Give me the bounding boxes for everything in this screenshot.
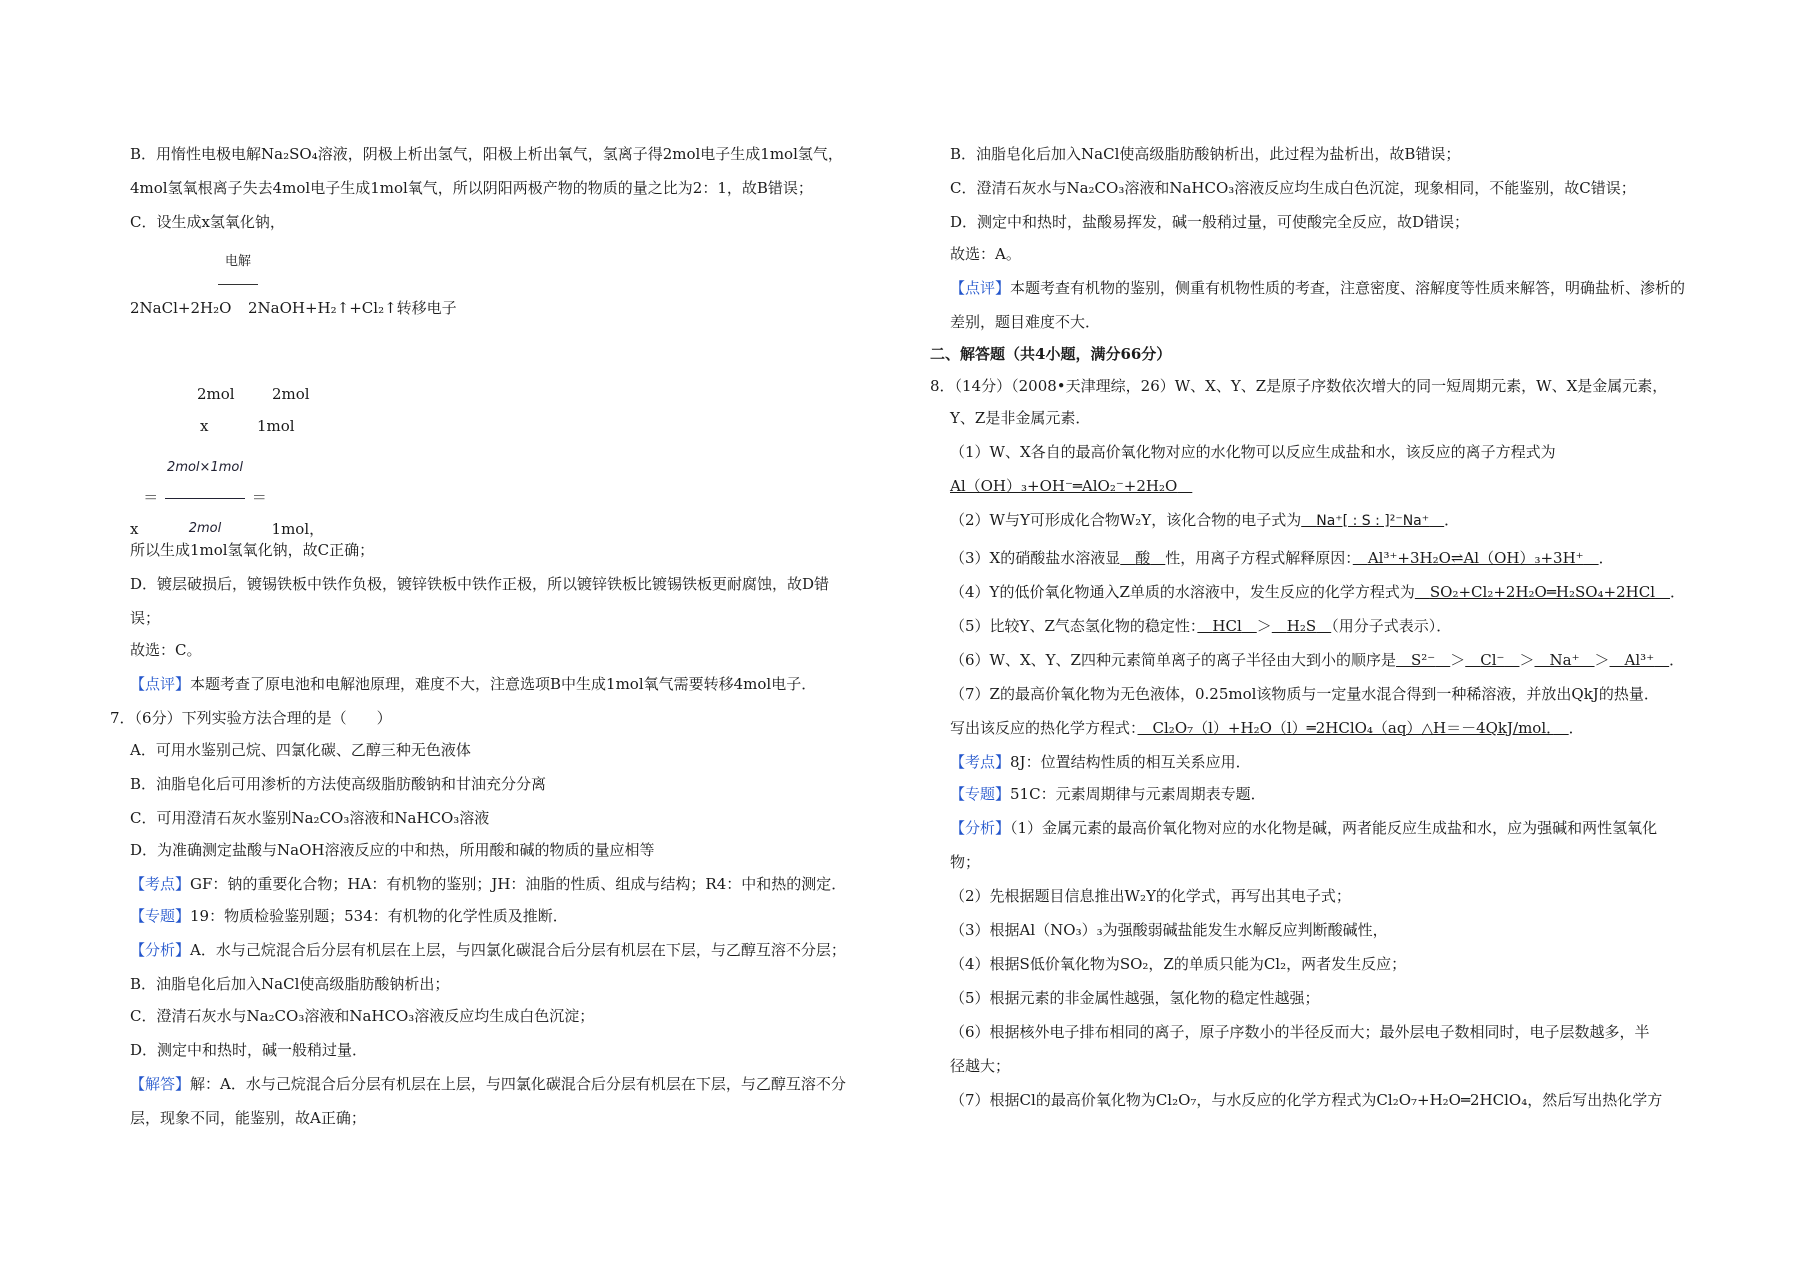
- fraction-denominator: 2mol: [188, 521, 222, 536]
- part-3-mid: 性，用离子方程式解释原因：: [1165, 549, 1353, 567]
- part-7-line: 写出该反应的热化学方程式： Cl₂O₇（l）+H₂O（l）═2HClO₄（aq）△H＝－4QkJ/mol． ．: [950, 719, 1584, 737]
- part-5-line: [950, 616, 1451, 636]
- right-comment-line-1: [950, 278, 1685, 298]
- part-1-question: （1）W、X各自的最高价氧化物对应的水化物可以反应生成盐和水，该反应的离子方程式为: [950, 443, 1556, 461]
- question-8-line-1: 8．（14分）（2008•天津理综，26）W、X、Y、Z是原子序数依次增大的同一短周期元素，W、X是金属元素，: [930, 377, 1668, 395]
- analysis-line-c: C．澄清石灰水与Na₂CO₃溶液和NaHCO₃溶液反应均生成白色沉淀；: [130, 1007, 595, 1025]
- ratio-row-2-b: 1mol: [257, 417, 295, 435]
- option-b-line-1: B．用惰性电极电解Na₂SO₄溶液，阴极上析出氢气，阳极上析出氧气，氢离子得2mol电子生成1mol氢气，: [130, 145, 843, 163]
- section-heading: 二、解答题（共4小题，满分66分）: [930, 345, 1172, 363]
- analysis-tag: 【分析】: [130, 941, 191, 959]
- question-7-option-d: D．为准确测定盐酸与NaOH溶液反应的中和热，所用酸和碱的物质的量应相等: [130, 841, 655, 859]
- option-c-line-1: C．设生成x氢氧化钠，: [130, 213, 285, 231]
- question-7-option-c: C．可用澄清石灰水鉴别Na₂CO₃溶液和NaHCO₃溶液: [130, 809, 490, 827]
- knowledge-point-line: [130, 874, 846, 894]
- right-option-d: D．测定中和热时，盐酸易挥发，碱一般稍过量，可使酸完全反应，故D错误；: [950, 213, 1470, 231]
- knowledge-point-tag: 【考点】: [130, 875, 191, 893]
- part-7-question: （7）Z的最高价氧化物为无色液体，0.25mol该物质与一定量水混合得到一种稀溶液，并放出QkJ的热量．: [950, 685, 1659, 703]
- right-comment-text: 本题考查有机物的鉴别，侧重有机物性质的考查，注意密度、溶解度等性质来解答，明确盐析、渗析的: [1010, 279, 1686, 297]
- right-topic-line: [950, 784, 1266, 804]
- equation-right: 2NaOH+H₂↑+Cl₂↑转移电子: [248, 299, 457, 317]
- part-6-ion-2: Cl⁻: [1480, 651, 1505, 669]
- right-topic-tag: 【专题】: [950, 785, 1011, 803]
- right-knowledge-text: 8J：位置结构性质的相互关系应用．: [1010, 753, 1251, 771]
- right-analysis-5: （5）根据元素的非金属性越强，氢化物的稳定性越强；: [950, 989, 1320, 1007]
- question-7-option-a: A．可用水鉴别己烷、四氯化碳、乙醇三种无色液体: [130, 741, 471, 759]
- ratio-row-1-b: 2mol: [272, 385, 310, 403]
- part-1-answer-line: [950, 476, 1192, 496]
- fraction-variable: x: [130, 520, 139, 538]
- topic-tag: 【专题】: [130, 907, 191, 925]
- topic-text: 19：物质检验鉴别题；534：有机物的化学性质及推断．: [190, 907, 568, 925]
- equation-left: 2NaCl+2H₂O: [130, 299, 232, 317]
- right-analysis-6a: （6）根据核外电子排布相同的离子，原子序数小的半径反而大；最外层电子数相同时，电子层数越多，半: [950, 1023, 1650, 1041]
- right-analysis-6b: 径越大；: [950, 1057, 1011, 1075]
- part-6-ion-1: S²⁻: [1410, 651, 1436, 669]
- right-comment-line-2: 差别，题目难度不大．: [950, 313, 1101, 331]
- part-5-question: （5）比较Y、Z气态氢化物的稳定性：: [950, 617, 1198, 635]
- part-6-line: （6）W、X、Y、Z四种元素简单离子的离子半径由大到小的顺序是 S²⁻ ＞ Cl⁻ ＞ Na⁺ ＞ Al³⁺ ．: [950, 651, 1685, 669]
- part-3-line: （3）X的硝酸盐水溶液显 酸 性，用离子方程式解释原因： Al³⁺+3H₂O⇌Al（OH）₃+3H⁺ ．: [950, 549, 1614, 567]
- part-5-note: （用分子式表示）．: [1331, 617, 1452, 635]
- right-analysis-4: （4）根据S低价氧化物为SO₂，Z的单质只能为Cl₂，两者发生反应；: [950, 955, 1407, 973]
- knowledge-point-text: GF：钠的重要化合物；HA：有机物的鉴别；JH：油脂的性质、组成与结构；R4：中和热的测定．: [190, 875, 847, 893]
- part-2-line: （2）W与Y可形成化合物W₂Y，该化合物的电子式为 Na⁺[ : S : ]²⁻Na⁺ ．: [950, 511, 1460, 529]
- part-5-answer-2: H₂S: [1286, 617, 1317, 635]
- right-analysis-2: （2）先根据题目信息推出W₂Y的化学式，再写出其电子式；: [950, 887, 1351, 905]
- right-knowledge-line: [950, 752, 1251, 772]
- question-7-title: 7．（6分）下列实验方法合理的是（ ）: [110, 709, 392, 727]
- right-knowledge-tag: 【考点】: [950, 753, 1011, 771]
- part-4-line: （4）Y的低价氧化物通入Z单质的水溶液中，发生反应的化学方程式为 SO₂+Cl₂+2H₂O═H₂SO₄+2HCl ．: [950, 583, 1686, 601]
- part-3-question: （3）X的硝酸盐水溶液显: [950, 549, 1121, 567]
- analysis-a-text: A．水与己烷混合后分层有机层在上层，与四氯化碳混合后分层有机层在下层，与乙醇互溶不分层；: [190, 941, 846, 959]
- ratio-row-2-a: x: [200, 417, 209, 435]
- solution-a1-text: 解：A．水与己烷混合后分层有机层在上层，与四氯化碳混合后分层有机层在下层，与乙醇互溶不分: [190, 1075, 846, 1093]
- option-b-line-2: 4mol氢氧根离子失去4mol电子生成1mol氧气，所以阴阳两极产物的物质的量之比为2：1，故B错误；: [130, 179, 813, 197]
- part-3-answer-equation: Al³⁺+3H₂O⇌Al（OH）₃+3H⁺: [1367, 549, 1584, 567]
- right-option-b: B．油脂皂化后加入NaCl使高级脂肪酸钠析出，此过程为盐析出，故B错误；: [950, 145, 1461, 163]
- part-4-answer: SO₂+Cl₂+2H₂O═H₂SO₄+2HCl: [1429, 583, 1656, 601]
- part-2-electron-formula: Na⁺[ : S : ]²⁻Na⁺: [1316, 513, 1430, 529]
- part-2-question: （2）W与Y可形成化合物W₂Y，该化合物的电子式为: [950, 511, 1302, 529]
- part-3-answer-acid: 酸: [1135, 549, 1151, 567]
- option-c-conclusion: 所以生成1mol氢氧化钠，故C正确；: [130, 541, 375, 559]
- option-d-line-1: D．镀层破损后，镀锡铁板中铁作负极，镀锌铁板中铁作正极，所以镀锌铁板比镀锡铁板更耐腐蚀，故D错: [130, 575, 830, 593]
- fraction-result: 1mol，: [271, 520, 325, 538]
- reaction-arrow-bar: [218, 284, 258, 285]
- right-analysis-3: （3）根据Al（NO₃）₃为强酸弱碱盐能发生水解反应判断酸碱性，: [950, 921, 1388, 939]
- comment-tag: 【点评】: [130, 675, 191, 693]
- part-7-prompt: 写出该反应的热化学方程式：: [950, 719, 1138, 737]
- right-analysis-7: （7）根据Cl的最高价氧化物为Cl₂O₇，与水反应的化学方程式为Cl₂O₇+H₂O═2HClO₄，然后写出热化学方: [950, 1091, 1663, 1109]
- question-7-option-b: B．油脂皂化后可用渗析的方法使高级脂肪酸钠和甘油充分分离: [130, 775, 547, 793]
- analysis-line-d: D．测定中和热时，碱一般稍过量．: [130, 1041, 368, 1059]
- answer-choice: 故选：C。: [130, 641, 202, 659]
- solution-line-a2: 层，现象不同，能鉴别，故A正确；: [130, 1109, 366, 1127]
- right-analysis-line-1: [950, 818, 1657, 838]
- part-6-ion-3: Na⁺: [1549, 651, 1580, 669]
- ratio-row-1-a: 2mol: [197, 385, 235, 403]
- part-6-question: （6）W、X、Y、Z四种元素简单离子的离子半径由大到小的顺序是: [950, 651, 1396, 669]
- comment-line: [130, 674, 816, 694]
- part-4-question: （4）Y的低价氧化物通入Z单质的水溶液中，发生反应的化学方程式为: [950, 583, 1415, 601]
- part-5-greater: ＞: [1256, 617, 1272, 635]
- part-7-answer: Cl₂O₇（l）+H₂O（l）═2HClO₄（aq）△H＝－4QkJ/mol．: [1152, 719, 1554, 737]
- right-option-c: C．澄清石灰水与Na₂CO₃溶液和NaHCO₃溶液反应均生成白色沉淀，现象相同，不能鉴别，故C错误；: [950, 179, 1636, 197]
- right-answer-choice: 故选：A。: [950, 245, 1021, 263]
- right-topic-text: 51C：元素周期律与元素周期表专题．: [1010, 785, 1266, 803]
- fraction-equation: x ＝ $\frac{\text{2mol×1mol}}{\text{2mol}}$ ＝ 1mol，: [130, 438, 324, 559]
- analysis-line-a: [130, 940, 846, 960]
- right-analysis-1b: 物；: [950, 853, 981, 871]
- electrolysis-label: 电解: [224, 254, 251, 269]
- right-analysis-tag: 【分析】: [950, 819, 1011, 837]
- solution-tag: 【解答】: [130, 1075, 191, 1093]
- right-analysis-1a: （1）金属元素的最高价氧化物对应的水化物是碱，两者能反应生成盐和水，应为强碱和两性氢氧化: [1010, 819, 1658, 837]
- comment-text: 本题考查了原电池和电解池原理，难度不大，注意选项B中生成1mol氧气需要转移4mol电子．: [190, 675, 817, 693]
- part-5-answer-1: HCl: [1212, 617, 1242, 635]
- part-6-ion-4: Al³⁺: [1624, 651, 1655, 669]
- question-8-line-2: Y、Z是非金属元素．: [950, 409, 1091, 427]
- part-1-answer: Al（OH）₃+OH⁻═AlO₂⁻+2H₂O: [950, 477, 1178, 495]
- fraction-numerator: 2mol×1mol: [165, 438, 245, 499]
- right-comment-tag: 【点评】: [950, 279, 1011, 297]
- analysis-line-b: B．油脂皂化后加入NaCl使高级脂肪酸钠析出；: [130, 975, 450, 993]
- topic-line: [130, 906, 568, 926]
- option-d-line-2: 误；: [130, 609, 161, 627]
- solution-line-a1: [130, 1074, 846, 1094]
